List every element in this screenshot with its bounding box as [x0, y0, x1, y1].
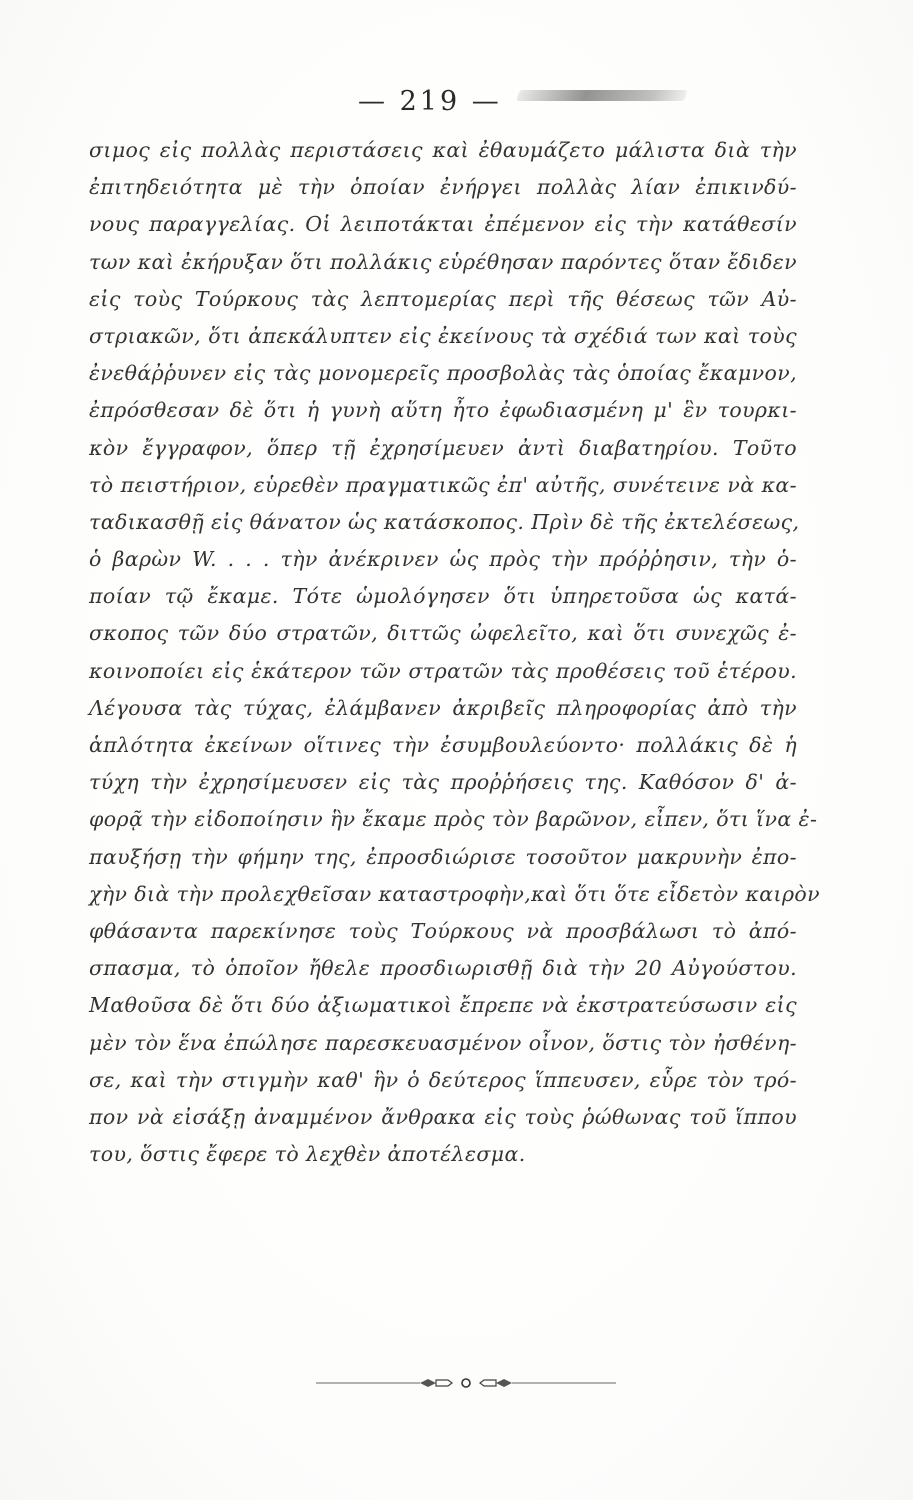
text-line: σκοπος τῶν δύο στρατῶν, διττῶς ὠφελεῖτο, καὶ ὅτι συνεχῶς ἐ- [89, 621, 797, 646]
decorative-ornament [316, 1376, 616, 1390]
text-line: χὴν διὰ τὴν προλεχθεῖσαν καταστροφὴν,καὶ ὅτι ὅτε εἶδετὸν καιρὸν [89, 881, 821, 906]
text-line: νους παραγγελίας. Οἱ λειποτάκται ἐπέμενον εἰς τὴν κατάθεσίν [89, 212, 797, 237]
text-line: στριακῶν, ὅτι ἀπεκάλυπτεν εἰς ἐκείνους τὰ σχέδιά των καὶ τοὺς [89, 323, 797, 348]
text-line: εἰς τοὺς Τούρκους τὰς λεπτομερίας περὶ τῆς θέσεως τῶν Αὐ- [89, 286, 797, 311]
text-line: τὸ πειστήριον, εὑρεθὲν πραγματικῶς ἐπ' αὐτῆς, συνέτεινε νὰ κα- [89, 472, 797, 497]
ink-smudge [516, 90, 688, 101]
text-line: σε, καὶ τὴν στιγμὴν καθ' ἣν ὁ δεύτερος ἵππευσεν, εὗρε τὸν τρό- [89, 1067, 797, 1092]
text-line: πον νὰ εἰσάξῃ ἀναμμένον ἄνθρακα εἰς τοὺς ῥώθωνας τοῦ ἵππου [89, 1104, 797, 1129]
text-line: σιμος εἰς πολλὰς περιστάσεις καὶ ἐθαυμάζετο μάλιστα διὰ τὴν [89, 138, 797, 162]
page-header [0, 86, 913, 126]
text-line: ὁ βαρὼν W. . . . τὴν ἀνέκρινεν ὡς πρὸς τὴν πρόῤῥησιν, τὴν ὁ- [89, 547, 797, 572]
ornament-graphic [316, 1376, 616, 1390]
text-line: παυξήσῃ τὴν φήμην της, ἐπροσδιώρισε τοσοῦτον μακρυνὴν ἐπο- [89, 844, 797, 869]
body-text [89, 132, 821, 1173]
text-line: ποίαν τῷ ἔκαμε. Τότε ὡμολόγησεν ὅτι ὑπηρετοῦσα ὡς κατά- [89, 584, 797, 609]
text-line: κὸν ἔγγραφον, ὅπερ τῇ ἐχρησίμευεν ἀντὶ διαβατηρίου. Τοῦτο [89, 435, 797, 460]
text-line: κοινοποίει εἰς ἑκάτερον τῶν στρατῶν τὰς προθέσεις τοῦ ἑτέρου. [89, 658, 797, 683]
text-line: ἐπιτηδειότητα μὲ τὴν ὁποίαν ἐνήργει πολλὰς λίαν ἐπικινδύ- [89, 175, 797, 200]
text-line: σπασμα, τὸ ὁποῖον ἤθελε προσδιωρισθῇ διὰ τὴν 20 Αὐγούστου. [89, 956, 797, 981]
text-line: Λέγουσα τὰς τύχας, ἐλάμβανεν ἀκριβεῖς πληροφορίας ἀπὸ τὴν [89, 695, 797, 720]
text-line: ταδικασθῇ εἰς θάνατον ὡς κατάσκοπος. Πρὶν δὲ τῆς ἐκτελέσεως, [89, 509, 800, 534]
text-line: φορᾷ τὴν εἰδοποίησιν ἣν ἔκαμε πρὸς τὸν βαρῶνον, εἶπεν, ὅτι ἵνα ἐ- [89, 807, 818, 832]
page-number: — 219 — [358, 86, 502, 117]
text-line: μὲν τὸν ἕνα ἐπώλησε παρεσκευασμένον οἶνον, ὅστις τὸν ἠσθένη- [89, 1030, 797, 1055]
text-line: των καὶ ἐκήρυξαν ὅτι πολλάκις εὑρέθησαν παρόντες ὅταν ἔδιδεν [89, 249, 797, 274]
text-line: του, ὅστις ἔφερε τὸ λεχθὲν ἀποτέλεσμα. [89, 1142, 526, 1167]
text-line: τύχη τὴν ἐχρησίμευσεν εἰς τὰς προῤῥήσεις της. Καθόσον δ' ἀ- [89, 770, 797, 795]
text-line: ἁπλότητα ἐκείνων οἵτινες τὴν ἐσυμβουλεύοντο· πολλάκις δὲ ἡ [89, 733, 797, 757]
text-line: ἐνεθάῤῥυνεν εἰς τὰς μονομερεῖς προσβολὰς τὰς ὁποίας ἔκαμνον, [89, 361, 797, 386]
text-line: ἐπρόσθεσαν δὲ ὅτι ἡ γυνὴ αὕτη ἦτο ἐφωδιασμένη μ' ἓν τουρκι- [89, 398, 797, 423]
text-line: Μαθοῦσα δὲ ὅτι δύο ἀξιωματικοὶ ἔπρεπε νὰ ἐκστρατεύσωσιν εἰς [89, 993, 797, 1018]
text-line: φθάσαντα παρεκίνησε τοὺς Τούρκους νὰ προσβάλωσι τὸ ἀπό- [89, 918, 797, 943]
